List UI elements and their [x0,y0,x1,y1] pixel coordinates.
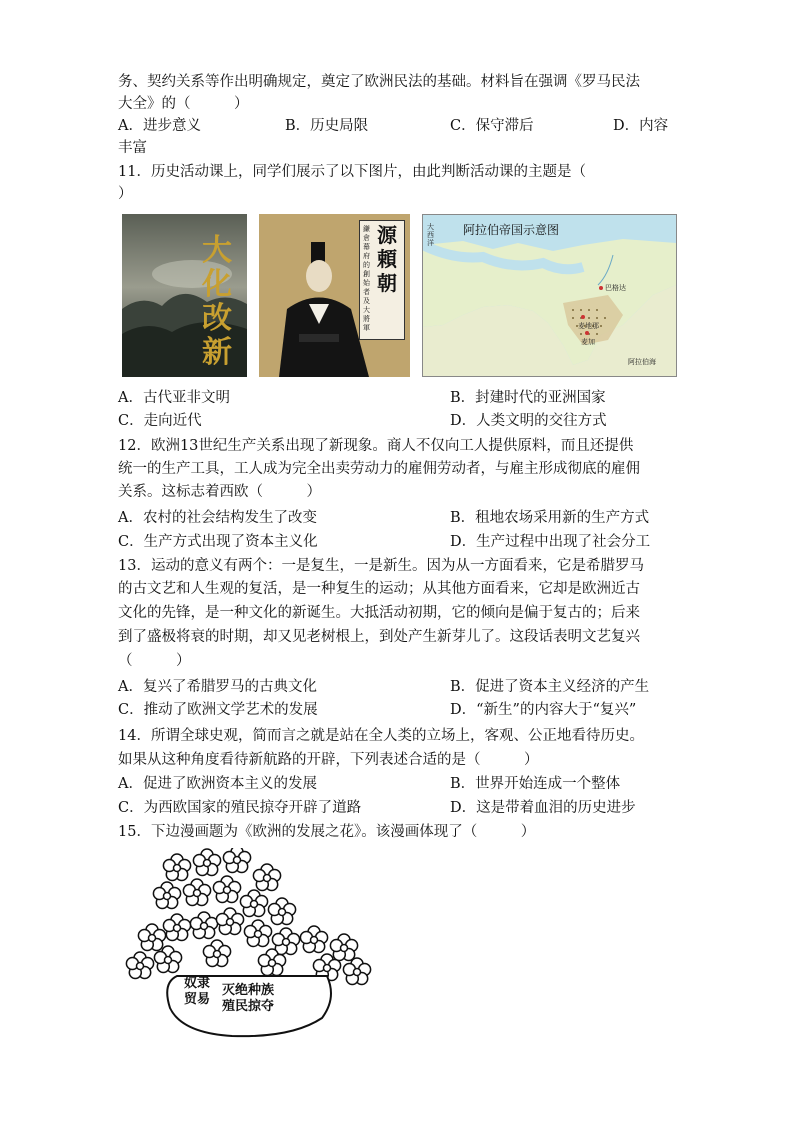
map-label-medina: 麦地那 [578,322,599,330]
q10-stem-line2: 大全》的（ ） [118,96,249,112]
q10-option-b[interactable]: B．历史局限 [285,118,369,134]
q13-stem-line4: 到了盛极将衰的时期，却又见老树根上，到处产生新芽儿了。这段话表明文艺复兴 [118,629,640,645]
q13-stem-line5: （ ） [118,653,191,669]
q10-option-d-wrap: 丰富 [118,140,147,156]
q11-option-d[interactable]: D．人类文明的交往方式 [450,413,607,429]
q10-stem-line1: 务、契约关系等作出明确规定，奠定了欧洲民法的基础。材料旨在强调《罗马民法 [118,74,640,90]
yoritomo-caption: 鎌倉幕府的創始者及大將軍 [363,225,370,332]
q13-stem-line1: 13．运动的意义有两个：一是复生，一是新生。因为从一方面看来，它是希腊罗马 [118,558,644,574]
vase-label-right: 灭绝种族 殖民掠夺 [222,983,275,1014]
vase-label-left: 奴隶 贸易 [184,976,211,1007]
q11-option-b[interactable]: B．封建时代的亚洲国家 [450,390,606,406]
arab-empire-map [422,214,677,377]
q12-stem-line1: 12．欧洲13世纪生产关系出现了新现象。商人不仅向工人提供原料，而且还提供 [118,438,634,454]
q11-option-a[interactable]: A．古代亚非文明 [118,390,230,406]
map-title: 阿拉伯帝国示意图 [463,223,560,237]
q11-option-c[interactable]: C．走向近代 [118,413,202,429]
q12-stem-line3: 关系。这标志着西欧（ ） [118,484,321,500]
q12-option-c[interactable]: C．生产方式出现了资本主义化 [118,534,318,550]
q11-stem-line2: ） [118,186,133,202]
q14-option-d[interactable]: D．这是带着血泪的历史进步 [450,800,636,816]
q10-option-c[interactable]: C．保守滞后 [450,118,534,134]
europe-development-flower-cartoon [122,848,377,1040]
q15-stem: 15．下边漫画题为《欧洲的发展之花》。该漫画体现了（ ） [118,824,536,840]
q12-stem-line2: 统一的生产工具，工人成为完全出卖劳动力的雇佣劳动者，与雇主形成彻底的雇佣 [118,461,640,477]
q11-stem-line1: 11．历史活动课上，同学们展示了以下图片，由此判断活动课的主题是（ [118,164,586,180]
q14-stem-line2: 如果从这种角度看待新航路的开辟，下列表述合适的是（ ） [118,752,539,768]
q12-option-d[interactable]: D．生产过程中出现了社会分工 [450,534,651,550]
yoritomo-name-card [359,220,405,340]
yoritomo-portrait-image [259,214,410,377]
q13-stem-line2: 的古文艺和人生观的复活，是一种复生的运动；从其他方面看来，它却是欧洲近古 [118,581,640,597]
yoritomo-name: 源頼朝 [377,223,397,295]
taika-reform-title: 大化改新 [202,233,232,370]
map-label-baghdad: 巴格达 [605,284,626,292]
q13-option-d[interactable]: D．“新生”的内容大于“复兴” [450,702,637,718]
map-label-atlantic: 大西洋 [427,223,434,247]
q13-option-b[interactable]: B．促进了资本主义经济的产生 [450,679,650,695]
q12-option-b[interactable]: B．租地农场采用新的生产方式 [450,510,650,526]
q10-option-d[interactable]: D．内容 [613,118,669,134]
q10-option-a[interactable]: A．进步意义 [118,118,201,134]
q13-stem-line3: 文化的先锋，是一种文化的新诞生。大抵活动初期，它的倾向是偏于复古的；后来 [118,605,640,621]
q14-option-c[interactable]: C．为西欧国家的殖民掠夺开辟了道路 [118,800,362,816]
taika-reform-image [122,214,247,377]
map-label-mecca: 麦加 [581,338,595,346]
q13-option-a[interactable]: A．复兴了希腊罗马的古典文化 [118,679,317,695]
q14-option-a[interactable]: A．促进了欧洲资本主义的发展 [118,776,317,792]
q14-stem-line1: 14．所谓全球史观，简而言之就是站在全人类的立场上，客观、公正地看待历史。 [118,728,644,744]
q12-option-a[interactable]: A．农村的社会结构发生了改变 [118,510,317,526]
q13-option-c[interactable]: C．推动了欧洲文学艺术的发展 [118,702,318,718]
map-label-arabian-sea: 阿拉伯海 [628,358,656,366]
q14-option-b[interactable]: B．世界开始连成一个整体 [450,776,621,792]
